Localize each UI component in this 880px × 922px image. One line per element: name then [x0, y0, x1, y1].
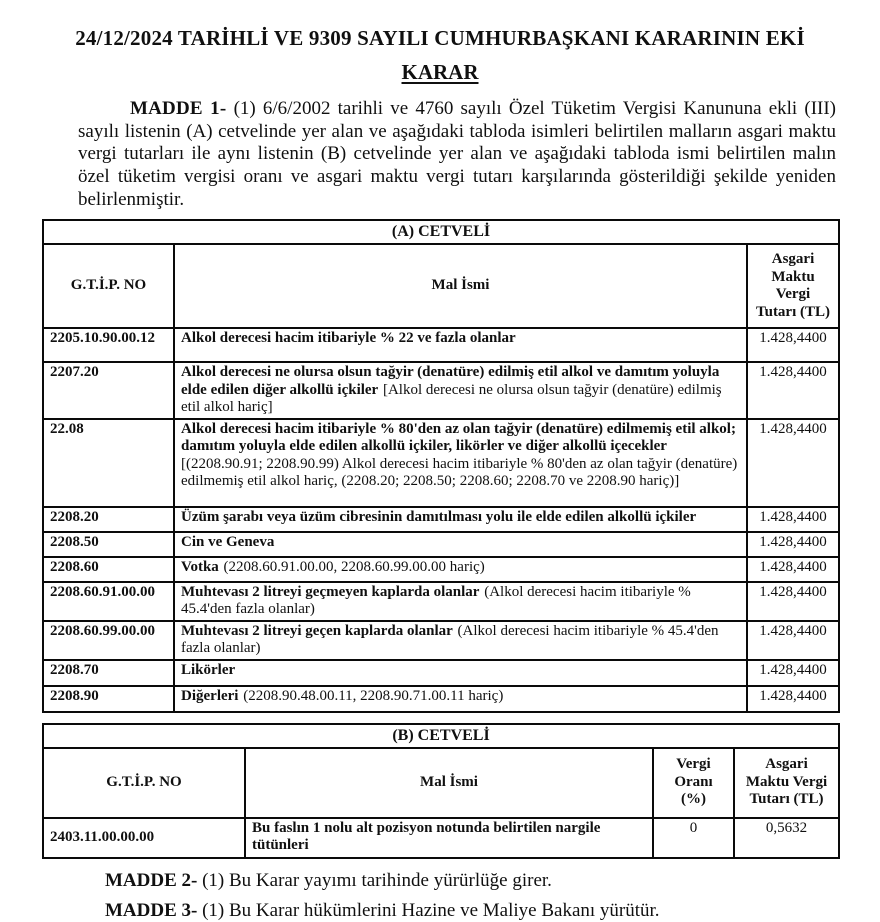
table-a-header-amount: Asgari Maktu Vergi Tutarı (TL) — [747, 244, 839, 328]
madde1-text: (1) 6/6/2002 tarihli ve 4760 sayılı Özel Tüketim Vergisi Kanununa ekli (III) sayılı listenin (A) cetvelinde yer alan ve aşağıdaki tabloda isimleri belirtilen malların asgari maktu vergi tutarları ile aynı listenin (B) cetvelinde yer alan ve aşağıdaki tabloda ismi belirtilen malın özel tüketim vergisi oranı ve asgari maktu vergi tutarı karşılarında gösterildiği şekilde yeniden belirlenmiştir. — [78, 98, 837, 210]
mal-ismi-bold: Alkol derecesi hacim itibariyle % 80'den az olan tağyir (denatüre) edilmemiş etil alkol; damıtım yoluyla elde edilen alkollü içkiler, likörler ve diğer alkollü içecekler — [181, 420, 736, 455]
table-b-header-row — [43, 748, 839, 818]
mal-ismi-bold: Cin ve Geneva — [181, 533, 275, 550]
document-title-line1: 24/12/2024 TARİHLİ VE 9309 SAYILI CUMHURBAŞKANI KARARININ EKİ — [75, 26, 805, 50]
table-a-cetveli — [42, 219, 840, 713]
table-a-caption: (A) CETVELİ — [43, 220, 839, 244]
mal-ismi-bold: Likörler — [181, 661, 236, 678]
tax-rate: 0 — [653, 818, 734, 858]
gtip-code: 2403.11.00.00.00 — [43, 818, 245, 858]
gtip-code: 2208.60.99.00.00 — [43, 621, 174, 660]
table-a-header-row — [43, 244, 839, 328]
table-row — [43, 419, 839, 507]
table-b-cetveli — [42, 723, 840, 859]
mal-ismi-cell — [245, 818, 653, 858]
gtip-code: 2208.60 — [43, 557, 174, 582]
table-row — [43, 557, 839, 582]
tax-amount: 1.428,4400 — [747, 532, 839, 557]
tax-amount: 1.428,4400 — [747, 660, 839, 686]
gtip-code: 2205.10.90.00.12 — [43, 328, 174, 362]
mal-ismi-cell — [174, 686, 747, 712]
table-row — [43, 362, 839, 419]
tax-amount: 1.428,4400 — [747, 686, 839, 712]
mal-ismi-bold: Bu faslın 1 nolu alt pozisyon notunda belirtilen nargile tütünleri — [252, 819, 601, 854]
table-row — [43, 621, 839, 660]
mal-ismi-cell — [174, 507, 747, 532]
tax-amount: 1.428,4400 — [747, 507, 839, 532]
mal-ismi-rest: [Alkol derecesi ne olursa olsun tağyir (denatüre) edilmiş etil alkol hariç] — [181, 381, 722, 416]
table-b-header-rate: Vergi Oranı (%) — [653, 748, 734, 818]
table-row — [43, 818, 839, 858]
gtip-code: 22.08 — [43, 419, 174, 507]
tax-amount: 1.428,4400 — [747, 582, 839, 621]
table-a-caption-row — [43, 220, 839, 244]
madde2-label: MADDE 2- — [105, 869, 198, 891]
mal-ismi-bold: Üzüm şarabı veya üzüm cibresinin damıtılması yolu ile elde edilen alkollü içkiler — [181, 508, 697, 525]
madde2-paragraph — [105, 870, 880, 892]
table-b-caption: (B) CETVELİ — [43, 724, 839, 748]
tax-amount: 0,5632 — [734, 818, 839, 858]
table-row — [43, 507, 839, 532]
mal-ismi-rest: [(2208.90.91; 2208.90.99) Alkol derecesi hacim itibariyle % 80'den az olan tağyir (denatüre) edilmemiş etil alkol hariç, (2208.20; 2208.50; 2208.60; 2208.70 ve 2208.90 hariç)] — [181, 455, 738, 490]
table-row — [43, 532, 839, 557]
karar-underlined-heading: KARAR — [401, 60, 479, 85]
mal-ismi-rest: (2208.60.91.00.00, 2208.60.99.00.00 hariç) — [219, 558, 485, 575]
tax-amount: 1.428,4400 — [747, 621, 839, 660]
tax-amount: 1.428,4400 — [747, 557, 839, 582]
mal-ismi-bold: Diğerleri — [181, 687, 239, 704]
gtip-code: 2208.20 — [43, 507, 174, 532]
table-a-header-mal-ismi: Mal İsmi — [174, 244, 747, 328]
table-b-caption-row — [43, 724, 839, 748]
mal-ismi-cell — [174, 621, 747, 660]
tax-amount: 1.428,4400 — [747, 419, 839, 507]
gtip-code: 2208.90 — [43, 686, 174, 712]
table-row — [43, 660, 839, 686]
mal-ismi-bold: Muhtevası 2 litreyi geçmeyen kaplarda olanlar — [181, 583, 480, 600]
table-b-header-gtip: G.T.İ.P. NO — [43, 748, 245, 818]
madde1-label: MADDE 1- — [130, 98, 227, 120]
mal-ismi-cell — [174, 362, 747, 419]
table-b-header-mal-ismi: Mal İsmi — [245, 748, 653, 818]
gtip-code: 2208.60.91.00.00 — [43, 582, 174, 621]
tax-amount: 1.428,4400 — [747, 328, 839, 362]
table-row — [43, 582, 839, 621]
mal-ismi-bold: Muhtevası 2 litreyi geçen kaplarda olanlar — [181, 622, 453, 639]
mal-ismi-cell — [174, 532, 747, 557]
table-a-header-gtip: G.T.İ.P. NO — [43, 244, 174, 328]
mal-ismi-rest: (Alkol derecesi hacim itibariyle % 45.4'den fazla olanlar) — [181, 622, 719, 657]
table-row — [43, 328, 839, 362]
gtip-code: 2208.70 — [43, 660, 174, 686]
madde2-text: (1) Bu Karar yayımı tarihinde yürürlüğe girer. — [197, 869, 552, 891]
mal-ismi-cell — [174, 557, 747, 582]
mal-ismi-cell — [174, 582, 747, 621]
mal-ismi-bold: Alkol derecesi hacim itibariyle % 22 ve fazla olanlar — [181, 330, 516, 347]
document-title-line2 — [0, 60, 880, 85]
mal-ismi-cell — [174, 660, 747, 686]
mal-ismi-bold: Alkol derecesi ne olursa olsun tağyir (denatüre) edilmiş etil alkol ve damıtım yoluyla elde edilen diğer alkollü içkiler — [181, 364, 720, 398]
madde1-paragraph — [78, 98, 836, 211]
mal-ismi-rest: (2208.90.48.00.11, 2208.90.71.00.11 hariç) — [239, 687, 504, 704]
mal-ismi-bold: Votka — [181, 558, 219, 575]
mal-ismi-rest: (Alkol derecesi hacim itibariyle % 45.4'den fazla olanlar) — [181, 583, 691, 618]
mal-ismi-cell — [174, 419, 747, 507]
madde3-paragraph — [105, 900, 880, 922]
gtip-code: 2208.50 — [43, 532, 174, 557]
madde3-text: (1) Bu Karar hükümlerini Hazine ve Maliye Bakanı yürütür. — [197, 899, 660, 921]
table-row — [43, 686, 839, 712]
gtip-code: 2207.20 — [43, 362, 174, 419]
madde3-label: MADDE 3- — [105, 899, 198, 921]
mal-ismi-cell — [174, 328, 747, 362]
table-b-header-amount: Asgari Maktu Vergi Tutarı (TL) — [734, 748, 839, 818]
tax-amount: 1.428,4400 — [747, 362, 839, 419]
